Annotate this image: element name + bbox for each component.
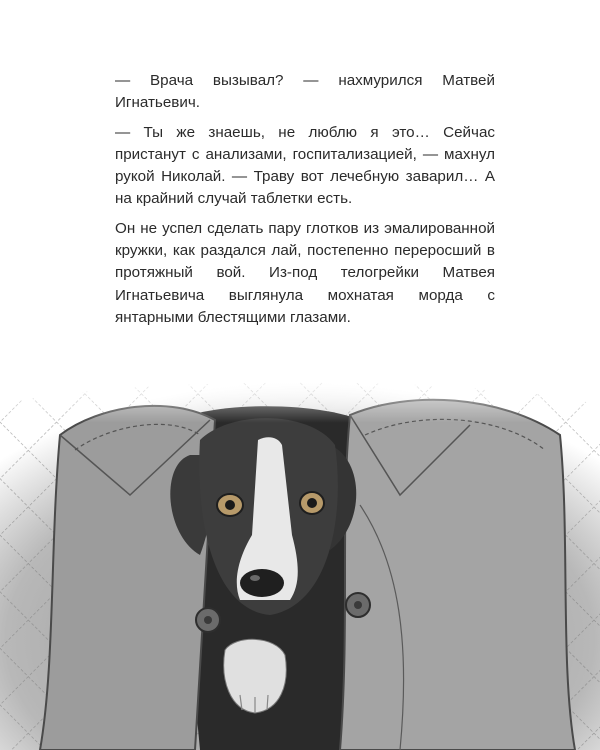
paragraph-1: — Врача вызывал? — нахмурился Матвей Игнатьевич. — [115, 72, 495, 112]
book-text — [115, 70, 495, 336]
paragraph-3: Он не успел сделать пару глотков из эмалированной кружки, как раздался лай, постепенно переросший в протяжный вой. Из-под телогрейки Матвея Игнатьевича выглянула мохнатая морда с янтарными блестящими глазами. — [115, 219, 495, 326]
paragraph-2: — Ты же знаешь, не люблю я это… Сейчас пристанут с анализами, госпитализацией, — махнул рукой Николай. — Траву вот лечебную заварил… А на крайний случай таблетки есть. — [115, 123, 495, 208]
puppy-in-jacket-illustration — [0, 365, 600, 750]
